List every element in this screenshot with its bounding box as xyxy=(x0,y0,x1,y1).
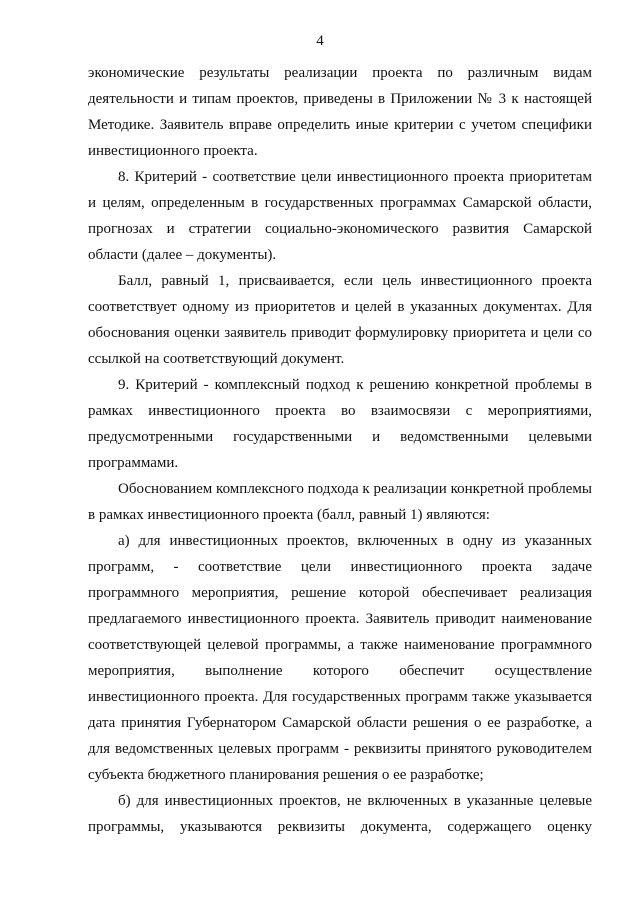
paragraph-criterion-8: 8. Критерий - соответствие цели инвестиционного проекта приоритетам и целям, определенным в государственных программах Самарской области, прогнозах и стратегии социально-экономического развития Самарской области (далее – документы). xyxy=(88,169,592,263)
paragraph-score-criterion-8: Балл, равный 1, присваивается, если цель инвестиционного проекта соответствует одному из приоритетов и целей в указанных документах. Для обоснования оценки заявитель приводит формулировку приоритета и цели со ссылкой на соответствующий документ. xyxy=(88,273,592,367)
paragraph-item-a: а) для инвестиционных проектов, включенных в одну из указанных программ, - соответствие цели инвестиционного проекта задаче программного мероприятия, решение которой обеспечивает реализация предлагаемого инвестиционного проекта. Заявитель приводит наименование соответствующей целевой программы, а также наименование программного мероприятия, выполнение которого обеспечит осуществление инвестиционного проекта. Для государственных программ также указывается дата принятия Губернатором Самарской области решения о ее разработке, а для ведомственных целевых программ - реквизиты принятого руководителем субъекта бюджетного планирования решения о ее разработке; xyxy=(88,533,592,783)
paragraph-continuation: экономические результаты реализации проекта по различным видам деятельности и типам проектов, приведены в Приложении № 3 к настоящей Методике. Заявитель вправе определить иные критерии с учетом специфики инвестиционного проекта. xyxy=(88,65,592,159)
paragraph-criterion-9: 9. Критерий - комплексный подход к решению конкретной проблемы в рамках инвестиционного проекта во взаимосвязи с мероприятиями, предусмотренными государственными и ведомственными целевыми программами. xyxy=(88,377,592,471)
paragraph-item-b: б) для инвестиционных проектов, не включенных в указанные целевые программы, указываются реквизиты документа, содержащего оценку xyxy=(88,793,592,835)
page-number: 4 xyxy=(316,33,324,49)
document-body xyxy=(88,60,592,840)
paragraph-justification-intro: Обоснованием комплексного подхода к реализации конкретной проблемы в рамках инвестиционного проекта (балл, равный 1) являются: xyxy=(88,481,592,523)
